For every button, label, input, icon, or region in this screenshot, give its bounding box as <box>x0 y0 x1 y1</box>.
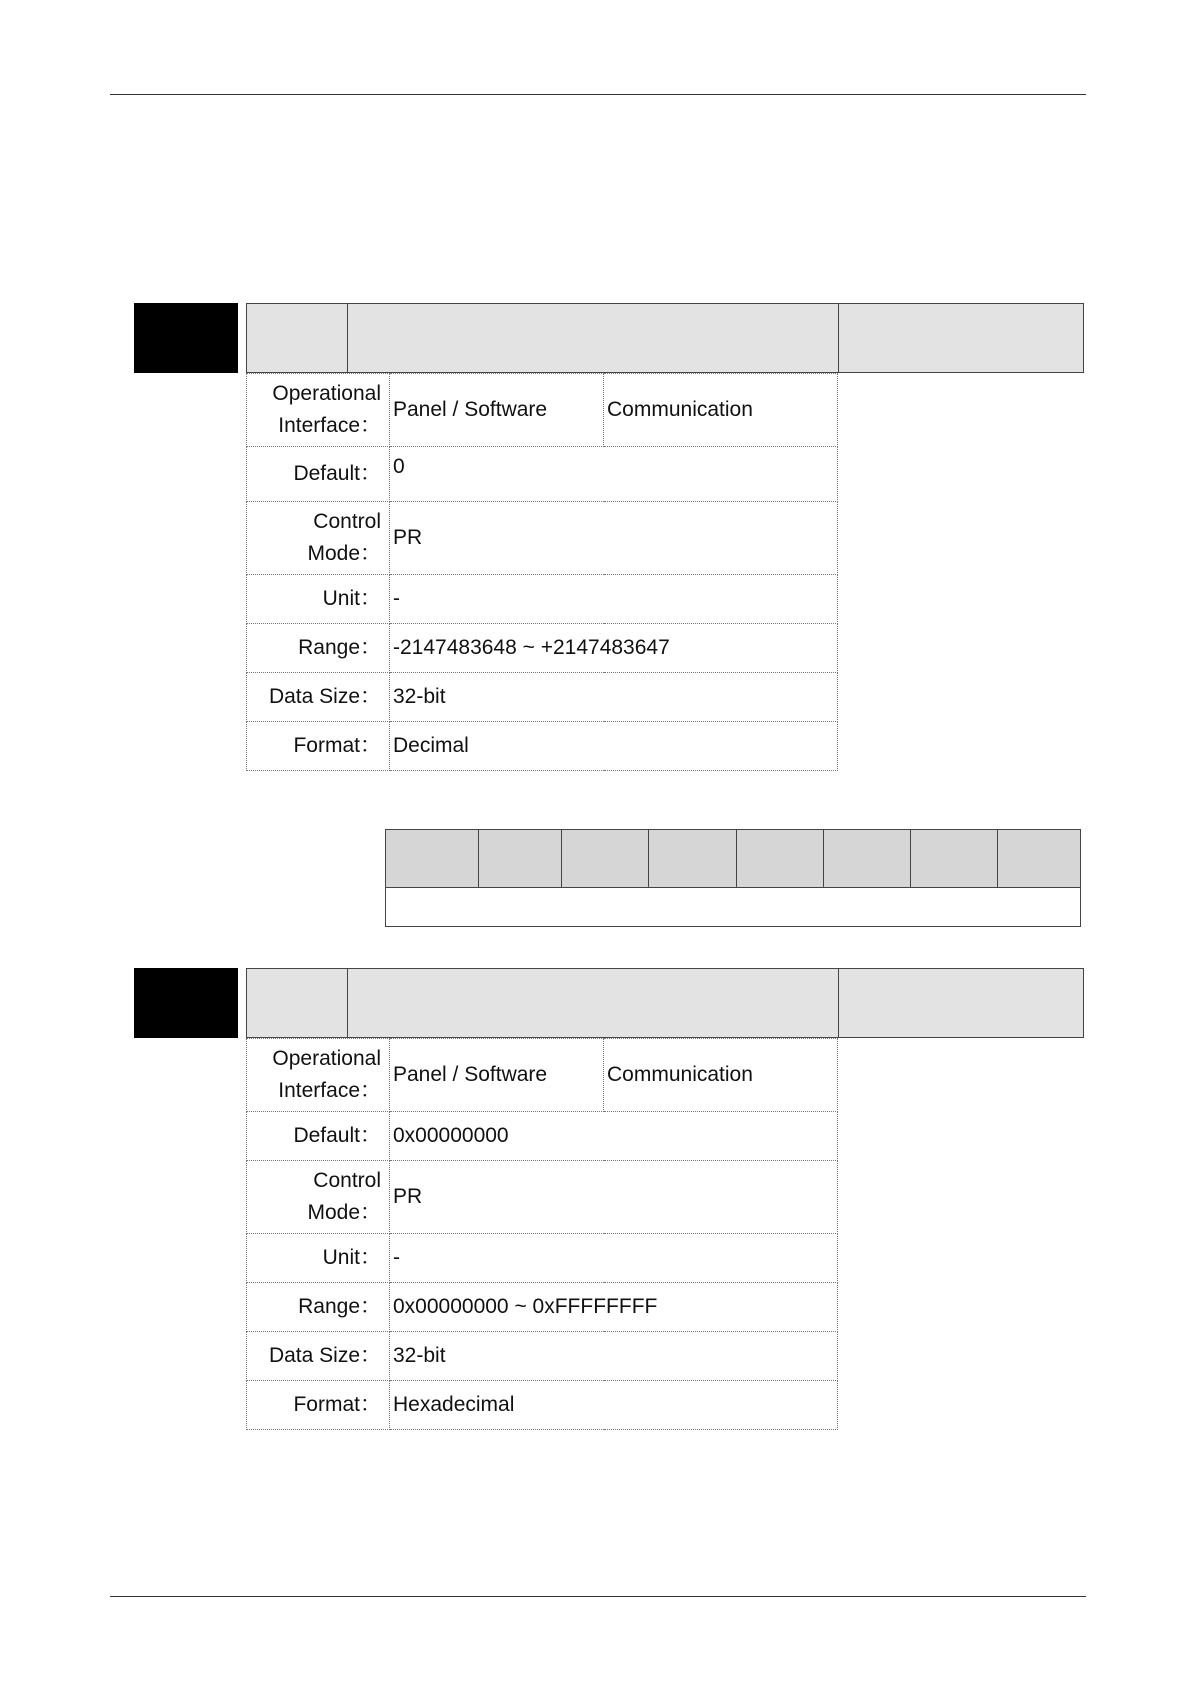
default-label: Default： <box>247 447 390 502</box>
interface-label: Operational Interface： <box>247 1039 390 1112</box>
unit-value: - <box>390 1234 838 1283</box>
format-value: Decimal <box>390 722 838 771</box>
interface-comm-value: Communication <box>604 374 838 447</box>
format-label: Format： <box>247 1381 390 1430</box>
interface-panel-value: Panel / Software <box>390 1039 604 1112</box>
parameter-spec-table <box>246 1038 838 1430</box>
data-size-value: 32-bit <box>390 1332 838 1381</box>
control-mode-value: PR <box>390 502 838 575</box>
interface-panel-value: Panel / Software <box>390 374 604 447</box>
format-value: Hexadecimal <box>390 1381 838 1430</box>
default-value: 0x00000000 <box>390 1112 838 1161</box>
top-rule <box>110 94 1086 95</box>
range-label: Range： <box>247 624 390 673</box>
unit-label: Unit： <box>247 575 390 624</box>
control-mode-label: Control Mode： <box>247 502 390 575</box>
unit-value: - <box>390 575 838 624</box>
data-size-label: Data Size： <box>247 673 390 722</box>
control-mode-label: Control Mode： <box>247 1161 390 1234</box>
format-label: Format： <box>247 722 390 771</box>
default-value: 0 <box>390 447 838 502</box>
data-size-label: Data Size： <box>247 1332 390 1381</box>
parameter-spec-table <box>246 373 838 771</box>
parameter-tab <box>134 968 238 1038</box>
range-value: -2147483648 ~ +2147483647 <box>390 624 838 673</box>
unit-label: Unit： <box>247 1234 390 1283</box>
bottom-rule <box>110 1596 1086 1597</box>
interface-label: Operational Interface： <box>247 374 390 447</box>
parameter-tab <box>134 303 238 373</box>
bit-table-header <box>386 830 1080 888</box>
parameter-header <box>246 303 1084 373</box>
range-label: Range： <box>247 1283 390 1332</box>
data-size-value: 32-bit <box>390 673 838 722</box>
control-mode-value: PR <box>390 1161 838 1234</box>
interface-comm-value: Communication <box>604 1039 838 1112</box>
bit-table <box>385 829 1081 927</box>
default-label: Default： <box>247 1112 390 1161</box>
parameter-header <box>246 968 1084 1038</box>
range-value: 0x00000000 ~ 0xFFFFFFFF <box>390 1283 838 1332</box>
